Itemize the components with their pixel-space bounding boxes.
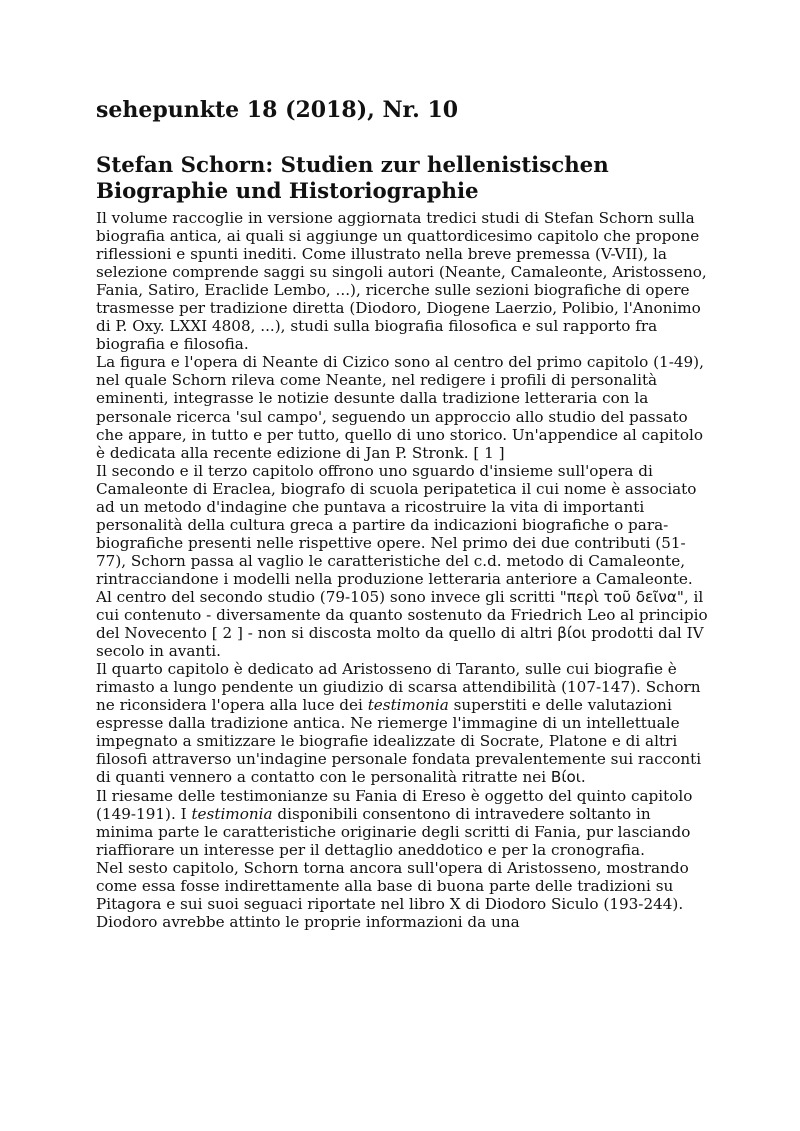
review-body — [96, 209, 708, 931]
journal-heading: sehepunkte 18 (2018), Nr. 10 — [96, 97, 459, 123]
review-title: Stefan Schorn: Studien zur hellenistischen Biographie und Historiographie — [96, 153, 609, 204]
paragraph-4-text-c: . — [580, 768, 586, 787]
paragraph-6: Nel sesto capitolo, Schorn torna ancora sull'opera di Aristosseno, mostrando come essa fosse indirettamente alla base di buona parte delle tradizioni su Pitagora e sui suoi seguaci riportate nel libro X di Diodoro Siculo (193-244). Diodoro avrebbe attinto le proprie informazioni da una — [96, 858, 689, 931]
paragraph-4 — [96, 660, 708, 786]
italic-term-testimonia: testimonia — [367, 696, 449, 715]
paragraph-5-text-b: disponibili consentono di intravedere soltanto in minima parte le caratteristiche originarie degli scritti di Fania, pur lasciando riaffiorare un interesse per il dettaglio aneddotico e per la cronografia. — [96, 804, 691, 859]
greek-term-bioi: βίοι — [557, 624, 587, 643]
paragraph-4-text-b: superstiti e delle valutazioni espresse dalla tradizione antica. Ne riemerge l'immagine di un intellettuale impegnato a smitizzare le biografie idealizzate di Socrate, Platone e di altri filosofi attraverso un'indagine personale fondata prevalentemente sui racconti di quanti vennero a contatto con le personalità ritratte nei — [96, 696, 702, 787]
paragraph-5 — [96, 787, 708, 859]
paragraph-2: La figura e l'opera di Neante di Cizico sono al centro del primo capitolo (1-49), nel quale Schorn rileva come Neante, nel redigere i profili di personalità eminenti, integrasse le notizie desunte dalla tradizione letteraria con la personale ricerca 'sul campo', seguendo un approccio allo studio del passato che appare, in tutto e per tutto, quello di uno storico. Un'appendice al capitolo è dedicata alla recente edizione di Jan P. Stronk. [ 1 ] — [96, 353, 704, 462]
paragraph-5-text-a: Il riesame delle testimonianze su Fania di Ereso è oggetto del quinto capitolo (149-191). I — [96, 786, 693, 823]
paragraph-3-text-c: prodotti dal IV secolo in avanti. — [96, 624, 704, 661]
paragraph-3 — [96, 462, 708, 661]
paragraph-3-text-a: Il secondo e il terzo capitolo offrono uno sguardo d'insieme sull'opera di Camaleonte di Eraclea, biografo di scuola peripatetica il cui nome è associato ad un metodo d'indagine che puntava a ricostruire la vita di importanti personalità della cultura greca a partire da indicazioni biografiche o para-biografiche presenti nelle rispettive opere. Nel primo dei due contributi (51-77), Schorn passa al vaglio le caratteristiche del c.d. metodo di Camaleonte, rintracciandone i modelli nella produzione letteraria anteriore a Camaleonte. Al centro del secondo studio (79-105) sono invece gli scritti " — [96, 461, 697, 606]
italic-term-testimonia-2: testimonia — [191, 804, 273, 823]
paragraph-1: Il volume raccoglie in versione aggiornata tredici studi di Stefan Schorn sulla biografia antica, ai quali si aggiunge un quattordicesimo capitolo che propone riflessioni e spunti inediti. Come illustrato nella breve premessa (V-VII), la selezione comprende saggi su singoli autori (Neante, Camaleonte, Aristosseno, Fania, Satiro, Eraclide Lembo, ...), ricerche sulle sezioni biografiche di opere trasmesse per tradizione diretta (Diodoro, Diogene Laerzio, Polibio, l'Anonimo di P. Oxy. LXXI 4808, ...), studi sulla biografia filosofica e sul rapporto fra biografia e filosofia. — [96, 209, 707, 354]
paragraph-3-text-b: ", il cui contenuto - diversamente da quanto sostenuto da Friedrich Leo al principio del Novecento [ 2 ] - non si discosta molto da quello di altri — [96, 587, 708, 643]
greek-term-peri-tou-deina: περὶ τοῦ δεῖνα — [566, 587, 677, 606]
greek-term-bioi-capital: Bίοι — [550, 768, 581, 787]
paragraph-4-text-a: Il quarto capitolo è dedicato ad Aristosseno di Taranto, sulle cui biografie è rimasto a lungo pendente un giudizio di scarsa attendibilità (107-147). Schorn ne riconsidera l'opera alla luce dei — [96, 660, 701, 715]
